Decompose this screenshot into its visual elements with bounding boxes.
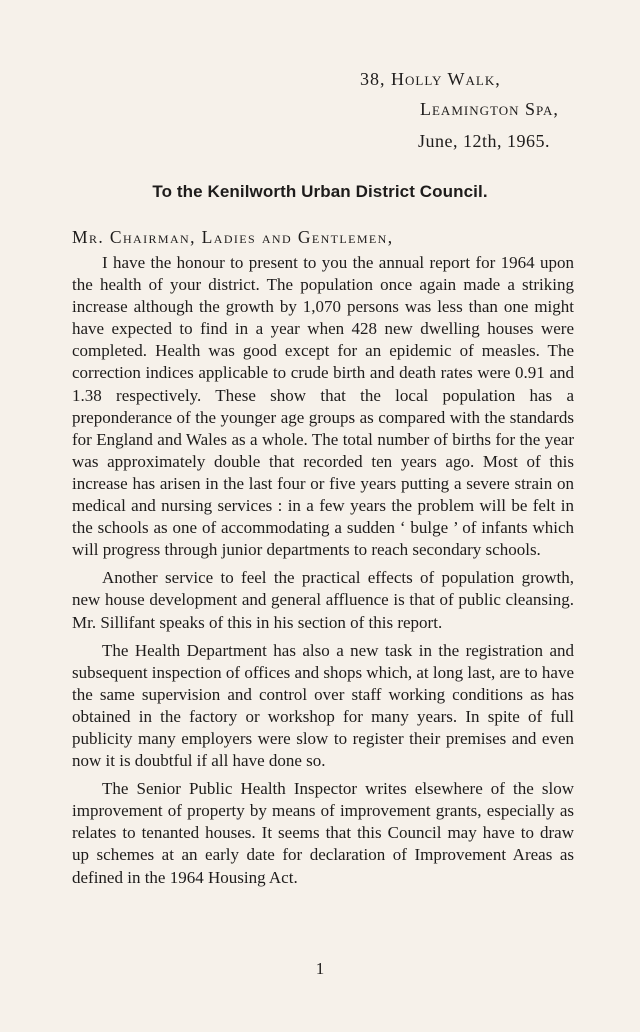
- address-street: 38, Holly Walk,: [360, 69, 501, 89]
- paragraph-intro: I have the honour to present to you the annual report for 1964 upon the health of your district. The population once again made a striking increase although the growth by 1,070 persons was less than one might have expected to find in a year when 428 new dwelling houses were completed. Health was good except for an epidemic of measles. The correction indices applicable to crude birth and death rates were 0.91 and 1.38 respectively. These show that the local population has a preponderance of the younger age groups as compared with the standards for England and Wales as a whole. The total number of births for the year was approximately double that recorded ten years ago. Most of this increase has arisen in the last four or five years putting a severe strain on medical and nursing services : in a few years the problem will be felt in the schools as one of accommodating a sudden ‘ bulge ’ of infants which will progress through junior departments to reach secondary schools.: [72, 253, 574, 560]
- address-town: Leamington Spa,: [420, 99, 559, 119]
- paragraph-housing: The Senior Public Health Inspector writes elsewhere of the slow improvement of property by means of improvement grants, especially as relates to tenanted houses. It seems that this Council may have to draw up schemes at an early date for declaration of Improvement Areas as defined in the 1964 Housing Act.: [72, 779, 574, 887]
- paragraph-public-cleansing: Another service to feel the practical effects of population growth, new house development and general affluence is that of public cleansing. Mr. Sillifant speaks of this in his section of this report.: [72, 568, 574, 632]
- letter-heading: To the Kenilworth Urban District Council.: [152, 182, 488, 201]
- letter-date: June, 12th, 1965.: [418, 131, 550, 151]
- letter-body: [72, 252, 574, 889]
- page-number: 1: [315, 959, 325, 978]
- salutation: Mr. Chairman, Ladies and Gentlemen,: [72, 227, 394, 247]
- paragraph-offices-shops: The Health Department has also a new task in the registration and subsequent inspection of offices and shops which, at long last, are to have the same supervision and control over staff working conditions as has obtained in the factory or workshop for many years. In spite of full publicity many employers were slow to register their premises and even now it is doubtful if all have done so.: [72, 640, 575, 771]
